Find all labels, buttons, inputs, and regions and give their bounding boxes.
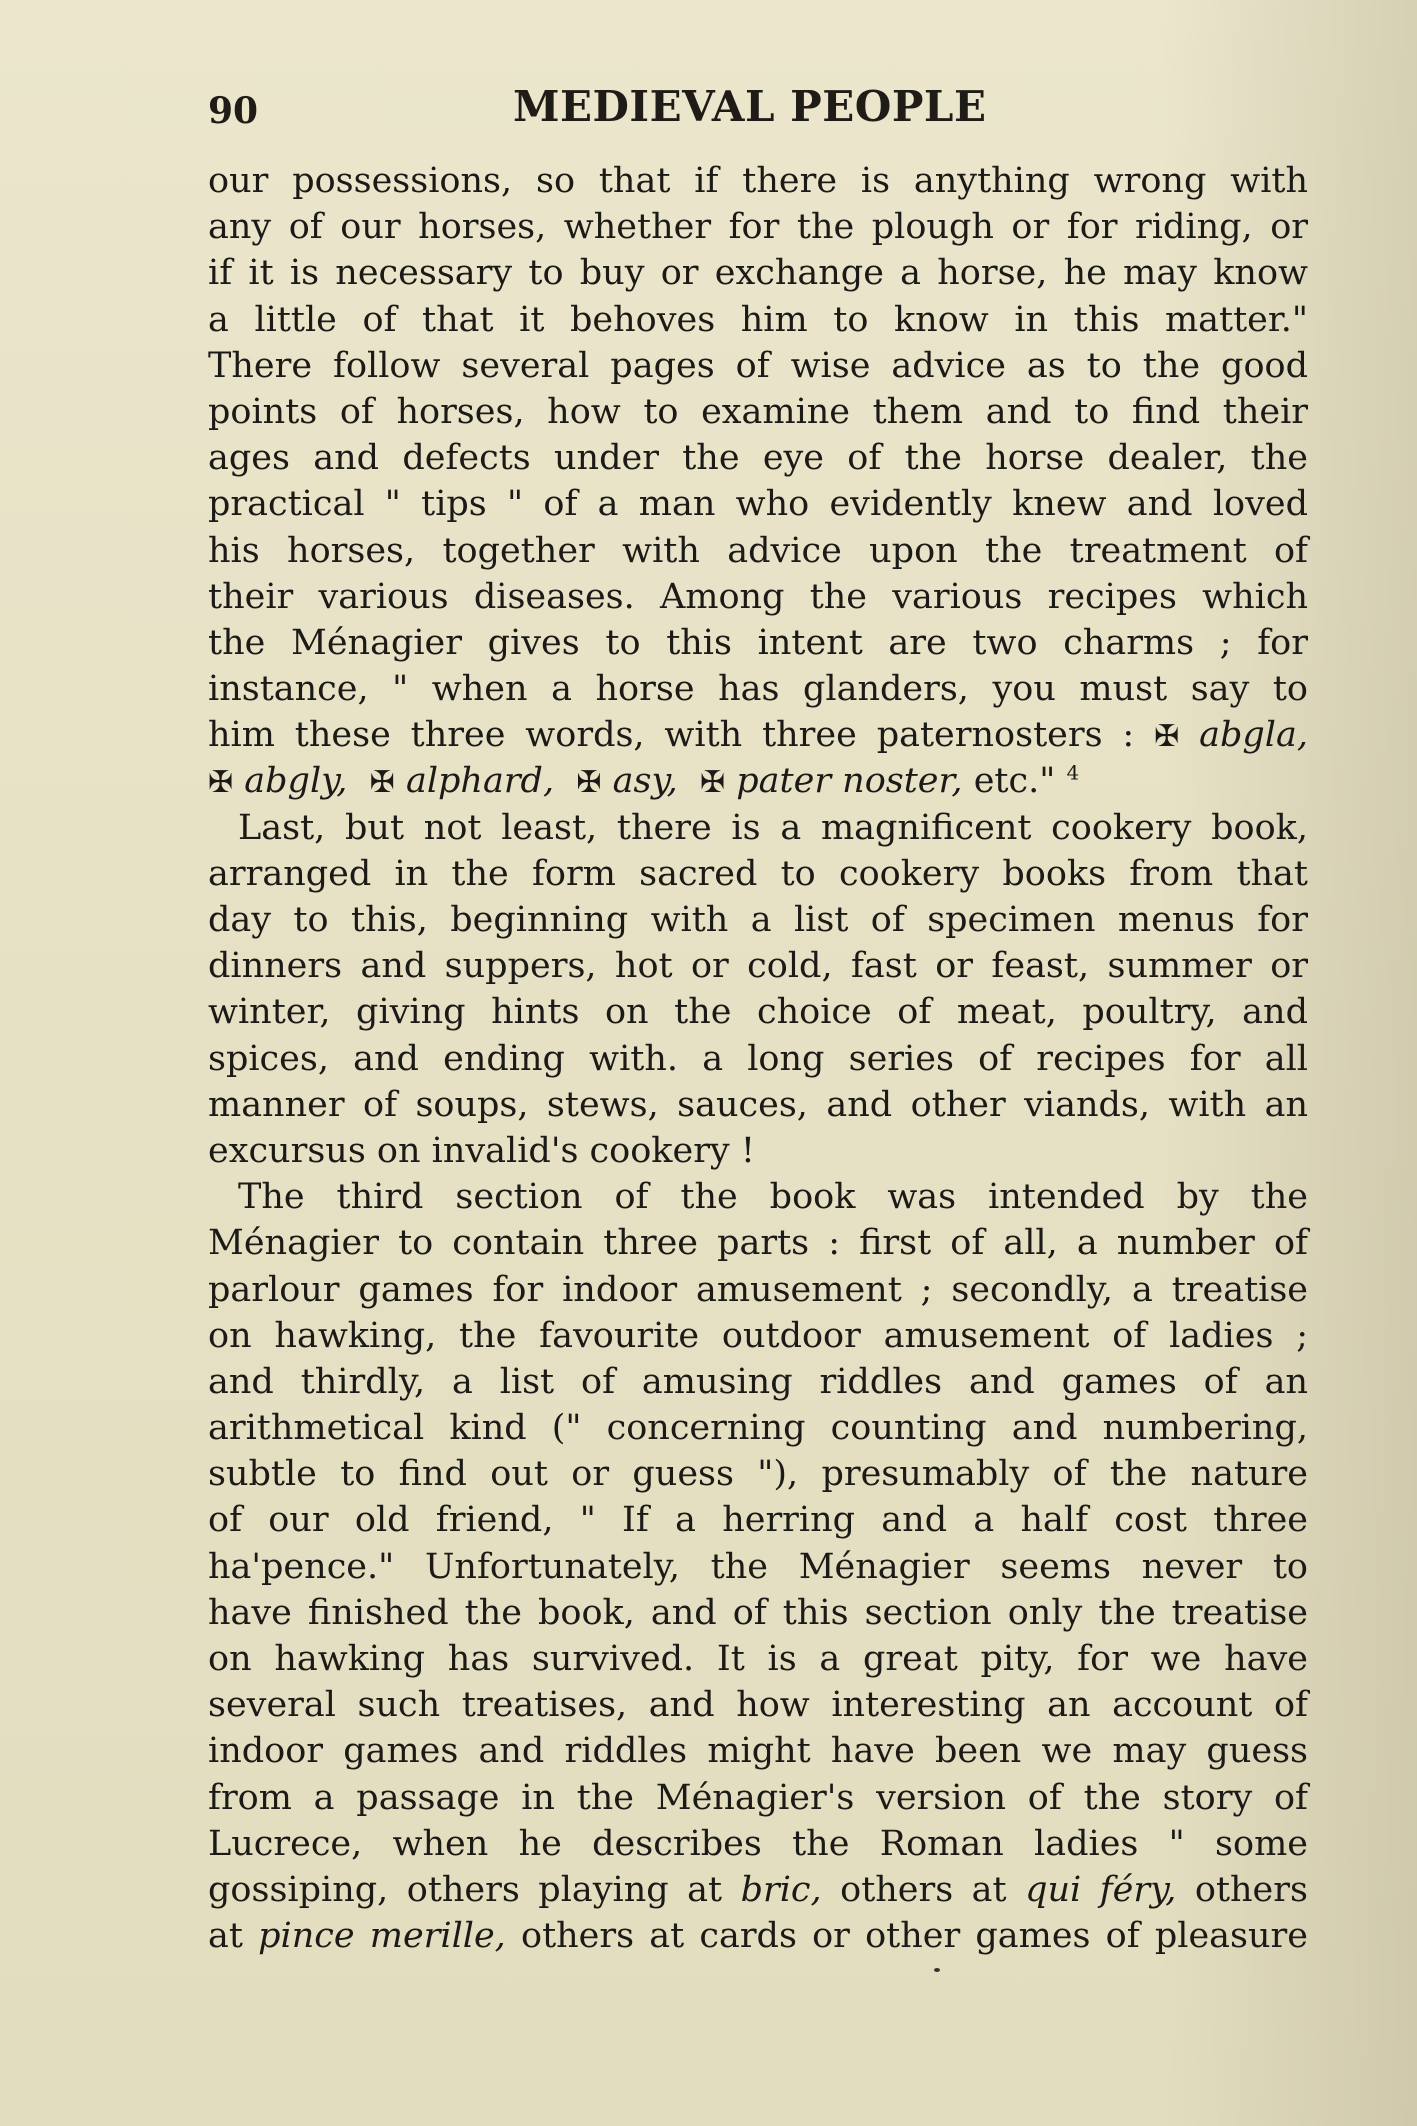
text-line: points of horses, how to examine them and to find their <box>208 391 1308 432</box>
text-line: parlour games for indoor amusement ; secondly, a treatise <box>208 1269 1308 1310</box>
text-line: indoor games and riddles might have been we may guess <box>208 1731 1308 1772</box>
page-header <box>208 82 1308 142</box>
text-line-gossip <box>208 1867 1308 1913</box>
text-line: his horses, together with advice upon the treatment of <box>208 530 1308 571</box>
charm-word: pater noster, <box>736 761 963 802</box>
text-line: ha'pence." Unfortunately, the Ménagier seems never to <box>208 1546 1308 1587</box>
text-line: if it is necessary to buy or exchange a horse, he may know <box>208 253 1308 294</box>
cross-pattee-icon: ✠ <box>699 765 726 801</box>
text-line-final <box>208 1913 1308 1959</box>
text-line-charm-words <box>208 758 1308 804</box>
cross-pattee-icon: ✠ <box>576 765 602 801</box>
text-line: a little of that it behoves him to know in this matter." <box>208 299 1308 340</box>
paper-speck <box>934 1968 940 1972</box>
charm-word: asy, <box>612 761 678 802</box>
text-line: arithmetical kind (" concerning counting and numbering, <box>208 1408 1308 1449</box>
text-line-charm <box>208 712 1308 758</box>
text-line: of our old friend, " If a herring and a half cost three <box>208 1500 1308 1541</box>
text-line: manner of soups, stews, sauces, and other viands, with an <box>208 1084 1308 1125</box>
text-line: instance, " when a horse has glanders, you must say to <box>208 669 1308 710</box>
text-line: Lucrece, when he describes the Roman ladies " some <box>208 1823 1308 1864</box>
text-line: winter, giving hints on the choice of meat, poultry, and <box>208 992 1308 1033</box>
text-line: on hawking has survived. It is a great pity, for we have <box>208 1639 1308 1679</box>
text-line: spices, and ending with. a long series of recipes for all <box>208 1038 1308 1079</box>
footnote-marker: 4 <box>1066 760 1080 785</box>
text-line: Last, but not least, there is a magnificent cookery book, <box>238 807 1308 848</box>
game-name: pince merille, <box>258 1916 506 1957</box>
text-line: our possessions, so that if there is anything wrong with <box>208 161 1308 201</box>
text-line: day to this, beginning with a list of specimen menus for <box>208 900 1308 940</box>
text-line: several such treatises, and how interesting an account of <box>208 1685 1308 1726</box>
game-name: bric, <box>740 1869 822 1910</box>
text-line: and thirdly, a list of amusing riddles and games of an <box>208 1361 1308 1402</box>
text-line: ages and defects under the eye of the horse dealer, the <box>208 438 1308 479</box>
text-segment: at <box>208 1916 243 1957</box>
cross-pattee-icon: ✠ <box>1154 719 1180 755</box>
text-line: from a passage in the Ménagier's version of the story of <box>208 1777 1308 1818</box>
text-line: their various diseases. Among the various recipes which <box>208 576 1308 617</box>
cross-pattee-icon: ✠ <box>369 765 395 801</box>
body-text <box>208 158 1308 1959</box>
text-line: any of our horses, whether for the plough or for riding, or <box>208 207 1308 248</box>
page-number: 90 <box>208 90 259 132</box>
text-line: subtle to find out or guess "), presumably of the nature <box>208 1454 1308 1495</box>
text-segment: others at <box>840 1869 1007 1910</box>
text-line: Ménagier to contain three parts : first of all, a number of <box>208 1223 1308 1264</box>
charm-word: abgly, <box>244 761 348 802</box>
text-line: dinners and suppers, hot or cold, fast or feast, summer or <box>208 946 1308 987</box>
text-line: arranged in the form sacred to cookery books from that <box>208 853 1308 894</box>
text-segment: etc." <box>973 761 1056 802</box>
charm-word: alphard, <box>405 761 555 802</box>
charm-word: abgla, <box>1199 715 1308 756</box>
text-line: excursus on invalid's cookery ! <box>208 1130 755 1171</box>
text-line: have finished the book, and of this section only the treatise <box>208 1592 1308 1633</box>
text-line: There follow several pages of wise advice as to the good <box>208 345 1308 386</box>
text-line: The third section of the book was intended by the <box>238 1177 1308 1218</box>
text-segment: others at cards or other games of pleasure <box>521 1916 1308 1957</box>
text-line: the Ménagier gives to this intent are two charms ; for <box>208 622 1308 663</box>
text-segment: others <box>1194 1869 1308 1910</box>
text-line: practical " tips " of a man who evidently knew and loved <box>208 484 1308 525</box>
running-title: MEDIEVAL PEOPLE <box>513 82 987 131</box>
game-name: qui féry, <box>1025 1869 1177 1910</box>
text-segment: gossiping, others playing at <box>208 1869 723 1910</box>
text-segment: him these three words, with three paternosters : <box>208 715 1135 756</box>
text-line: on hawking, the favourite outdoor amusement of ladies ; <box>208 1315 1308 1356</box>
cross-pattee-icon: ✠ <box>208 765 234 801</box>
